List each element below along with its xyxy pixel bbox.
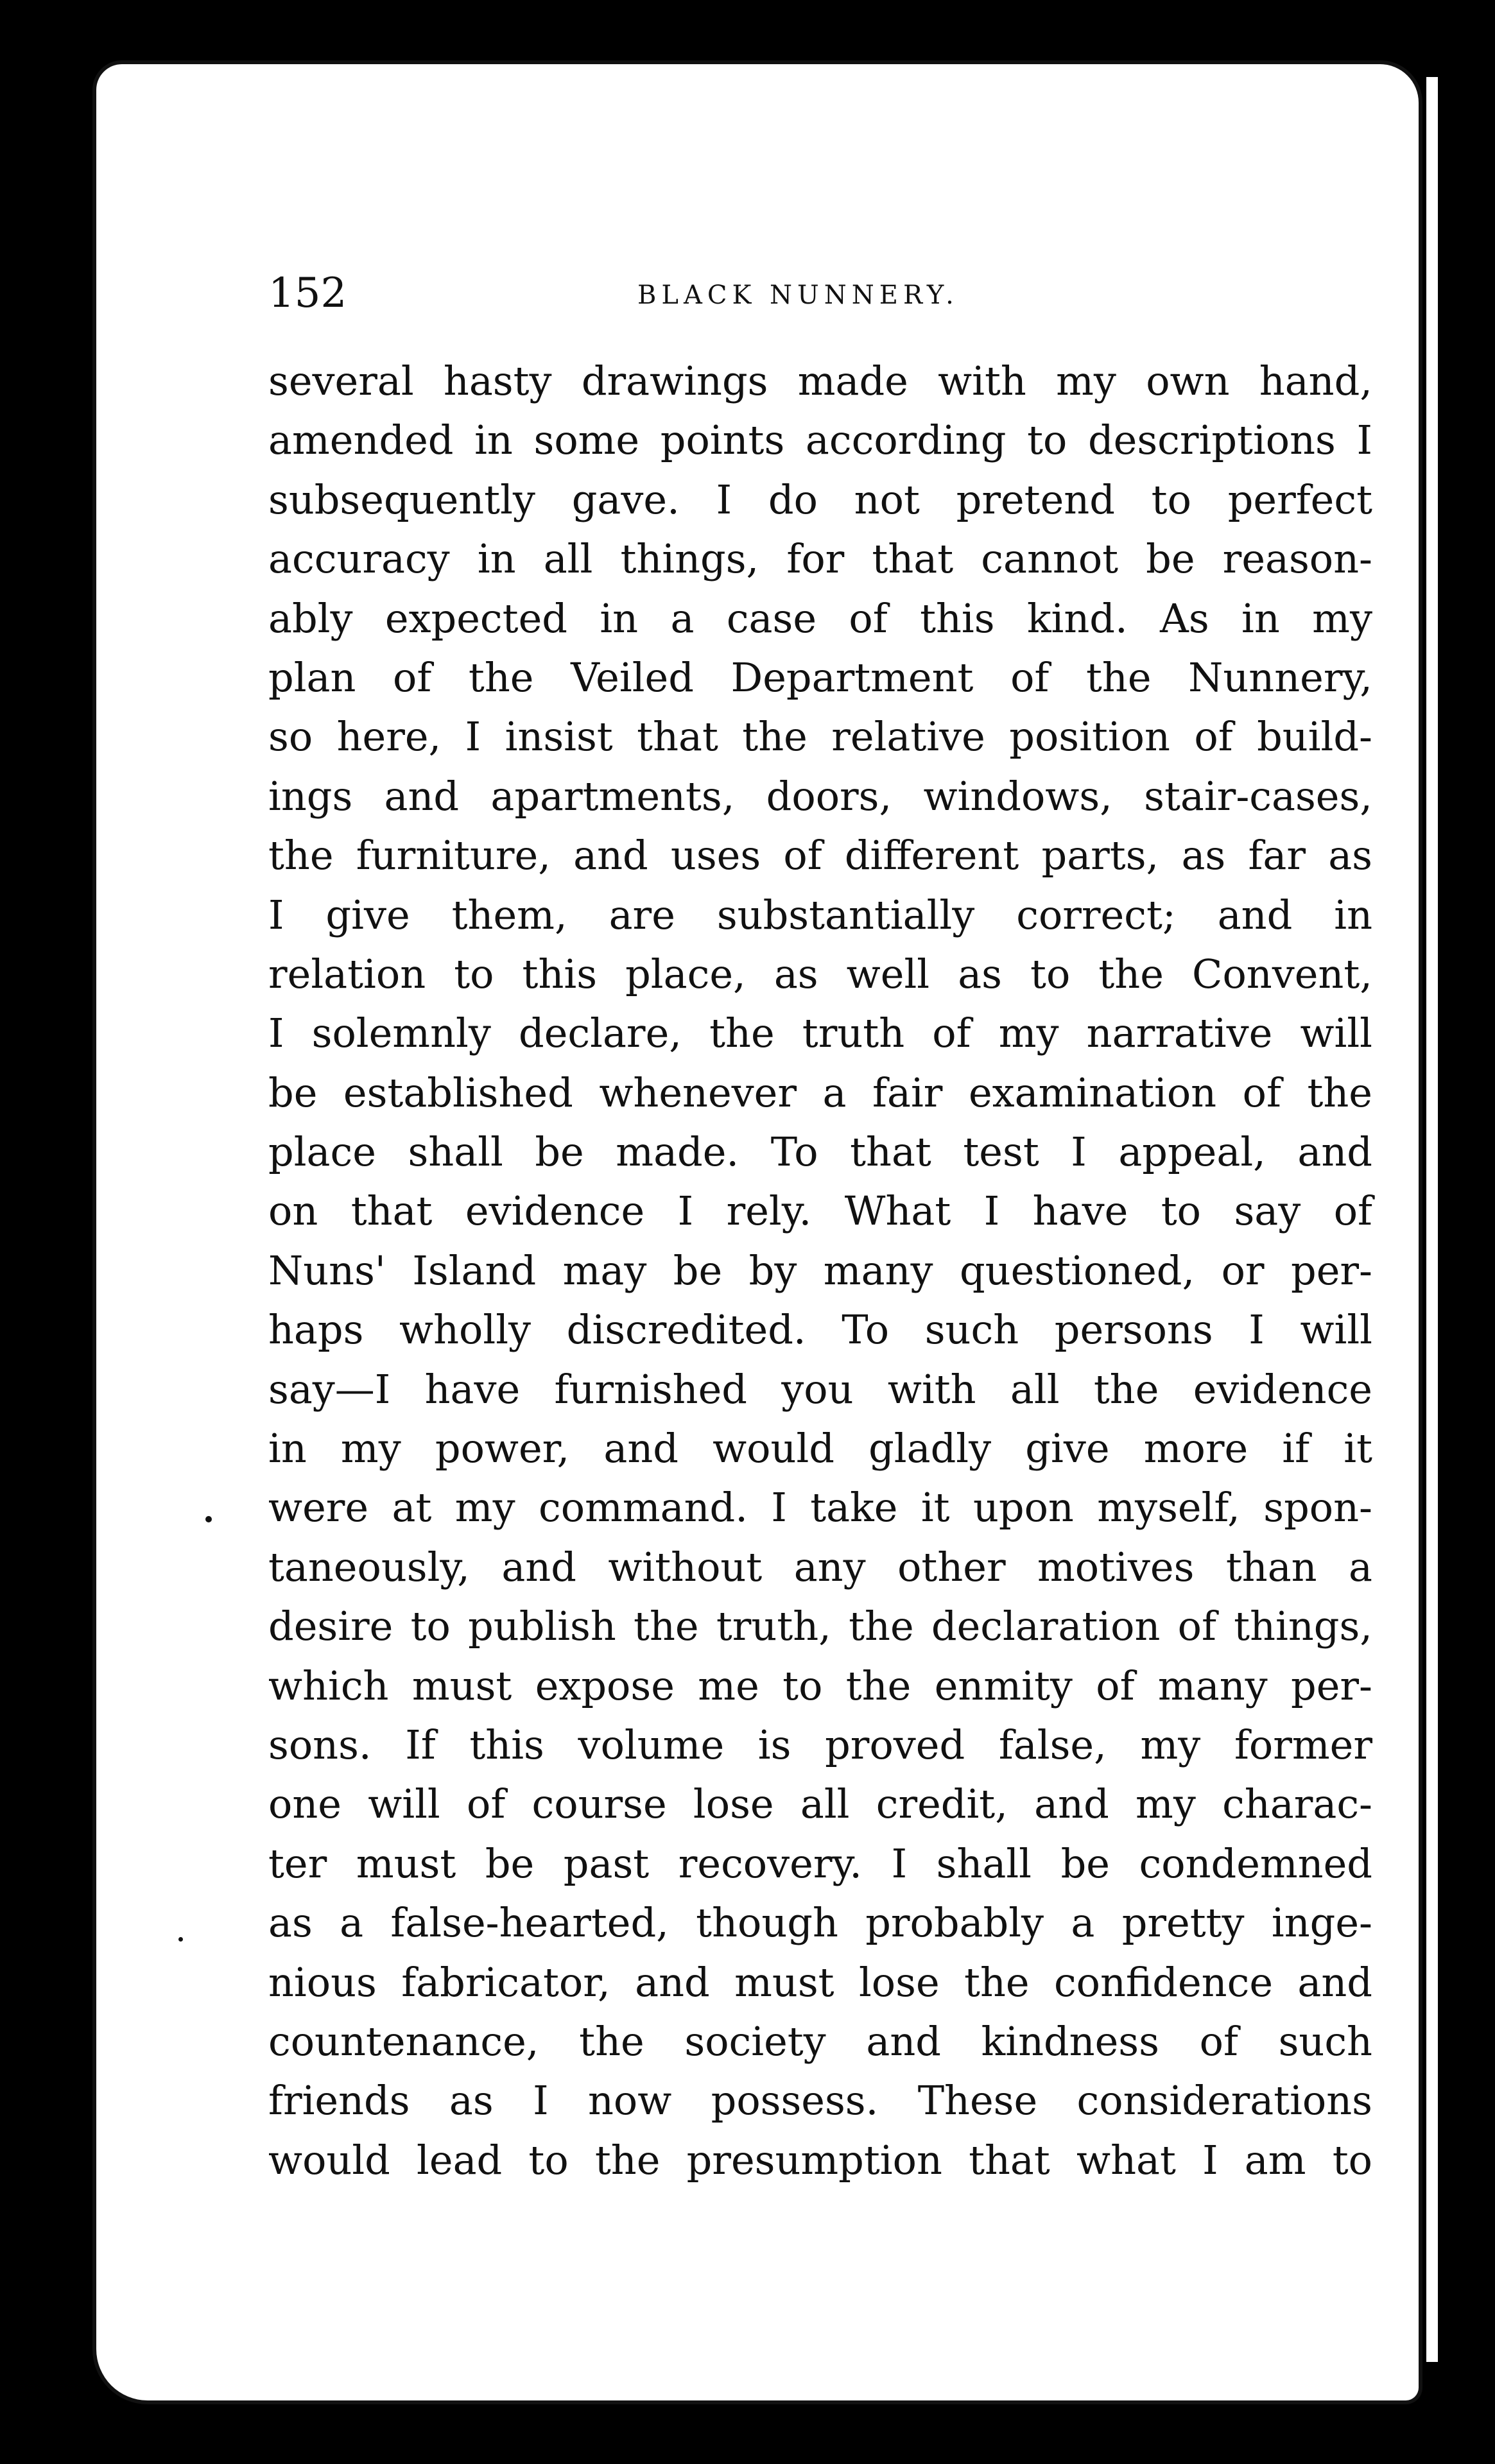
text-line: amended in some points according to descriptions I (268, 417, 1372, 464)
text-line: one will of course lose all credit, and my charac- (268, 1780, 1372, 1828)
text-line: relation to this place, as well as to the Convent, (268, 950, 1372, 997)
text-line: which must expose me to the enmity of many per- (268, 1662, 1372, 1709)
running-title: BLACK NUNNERY. (637, 280, 959, 310)
margin-dot (205, 1516, 212, 1522)
text-line: would lead to the presumption that what I am to (268, 2136, 1372, 2184)
margin-dot (178, 1937, 183, 1942)
text-line: haps wholly discredited. To such persons I will (268, 1306, 1372, 1354)
text-line: were at my command. I take it upon myself, spon- (268, 1484, 1372, 1531)
page-number: 152 (268, 270, 347, 317)
text-line: so here, I insist that the relative position of build- (268, 713, 1372, 761)
text-line: ter must be past recovery. I shall be condemned (268, 1839, 1372, 1887)
text-line: taneously, and without any other motives than a (268, 1543, 1372, 1590)
text-line: Nuns' Island may be by many questioned, or per- (268, 1246, 1372, 1294)
text-line: be established whenever a fair examination of the (268, 1069, 1372, 1116)
text-line: I solemnly declare, the truth of my narrative will (268, 1010, 1372, 1057)
text-line: as a false-hearted, though probably a pretty inge- (268, 1899, 1372, 1947)
text-line: sons. If this volume is proved false, my former (268, 1721, 1372, 1768)
text-line: place shall be made. To that test I appeal, and (268, 1128, 1372, 1176)
text-line: in my power, and would gladly give more if it (268, 1425, 1372, 1472)
body-text (268, 352, 1372, 2190)
text-line: subsequently gave. I do not pretend to perfect (268, 476, 1372, 523)
text-line: on that evidence I rely. What I have to say of (268, 1187, 1372, 1235)
text-line: accuracy in all things, for that cannot be reason- (268, 535, 1372, 583)
text-line: ably expected in a case of this kind. As in my (268, 594, 1372, 642)
text-line: I give them, are substantially correct; and in (268, 891, 1372, 938)
text-line: several hasty drawings made with my own hand, (268, 358, 1372, 404)
text-line: plan of the Veiled Department of the Nunnery, (268, 653, 1372, 701)
page-edge (1426, 77, 1438, 2362)
running-header (268, 264, 1379, 322)
text-line: say—I have furnished you with all the evidence (268, 1365, 1372, 1413)
text-line: friends as I now possess. These considerations (268, 2077, 1372, 2124)
text-line: countenance, the society and kindness of such (268, 2017, 1372, 2065)
text-line: desire to publish the truth, the declaration of things, (268, 1603, 1372, 1650)
text-line: nious fabricator, and must lose the confidence and (268, 1958, 1372, 2006)
text-line: the furniture, and uses of different parts, as far as (268, 832, 1372, 879)
text-line: ings and apartments, doors, windows, stair-cases, (268, 772, 1372, 820)
